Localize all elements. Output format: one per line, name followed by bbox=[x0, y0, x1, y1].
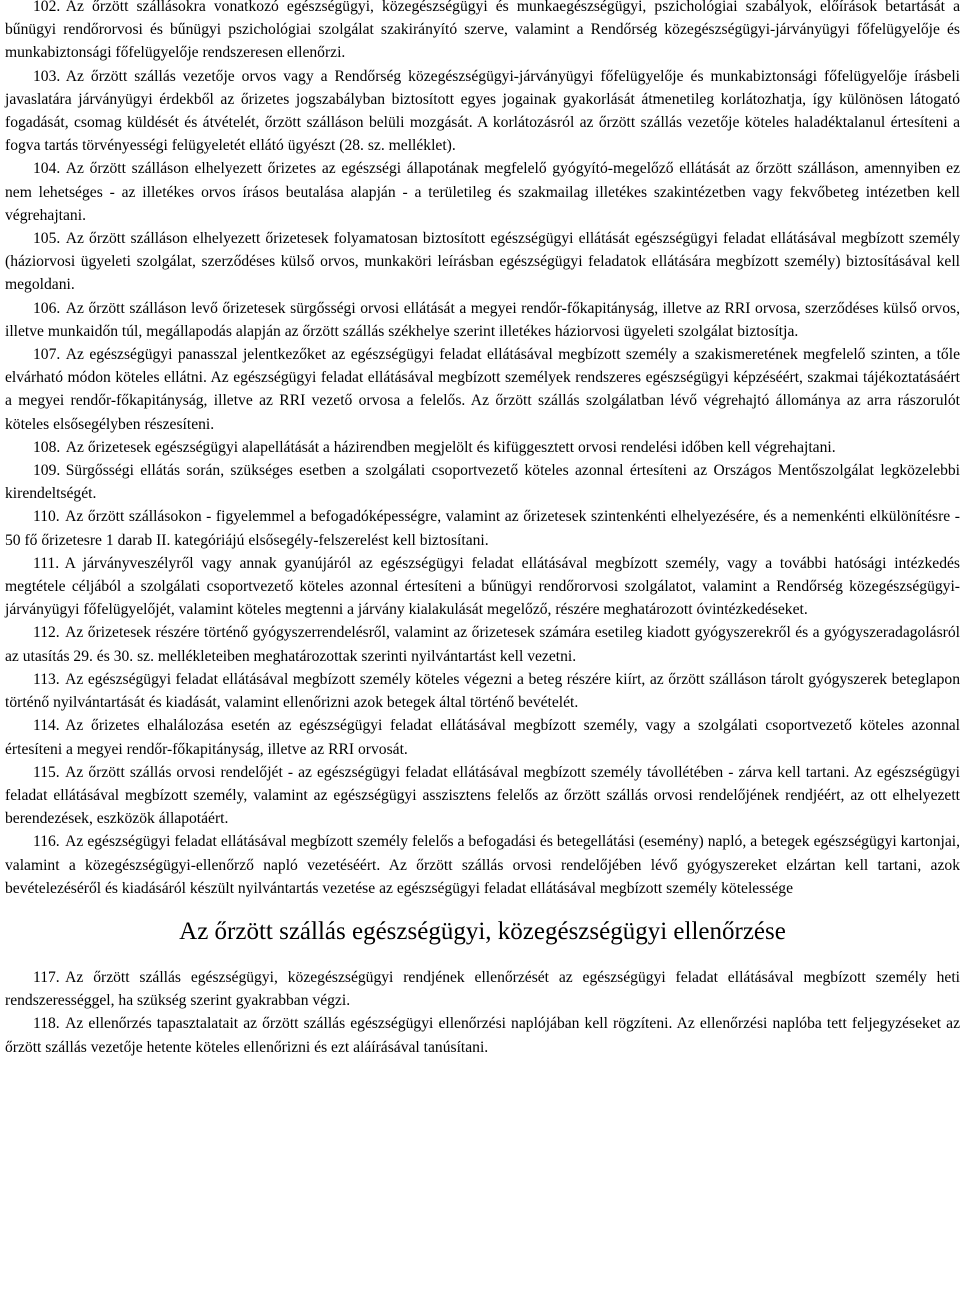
paragraph-111 bbox=[5, 552, 960, 622]
paragraph-number: 116. bbox=[33, 833, 60, 851]
paragraph-text: Az egészségügyi panasszal jelentkezőket az egészségügyi feladat ellátásával megbízott személy a szakismeretének megfelelő szinten, a tőle elvárható módon köteles ellátni. Az egészségügyi feladat ellátásával megbízott személyek rendszeres egészségügyi képzéséért, szakmai tájékoztatásáért a megyei rendőr-főkapitányság, illetve az RRI vezető orvosa a felelős. Az őrzött szállás szolgálatban lévő végrehajtó állománya az arra rászorulót köteles elsősegélyben részesíteni. bbox=[5, 346, 960, 433]
paragraph-number: 115. bbox=[33, 763, 60, 781]
paragraph-number: 114. bbox=[33, 717, 60, 735]
paragraph-text: Sürgősségi ellátás során, szükséges esetben a szolgálati csoportvezető köteles azonnal értesíteni az Országos Mentőszolgálat legközelebbi kirendeltségét. bbox=[5, 462, 960, 503]
paragraph-108 bbox=[5, 436, 960, 459]
paragraph-text: Az őrzött szállás egészségügyi, közegészségügyi rendjének ellenőrzését az egészségügyi feladat ellátásával megbízott személy heti rendszerességgel, ha szükség szerint gyakrabban végzi. bbox=[5, 968, 960, 1010]
paragraph-text: Az őrzött szálláson levő őrizetesek sürgősségi orvosi ellátását a megyei rendőr-főkapitányság, illetve az RRI orvosa, szerződéses külső orvos, illetve munkaidőn túl, megállapodás alapján az őrzött szállás székhelye szerint illetékes háziorvosi ügyeleti szolgálat biztosítja. bbox=[5, 299, 960, 340]
paragraph-number: 111. bbox=[33, 554, 60, 572]
paragraph-113 bbox=[5, 668, 960, 714]
paragraph-text: Az őrizetesek egészségügyi alapellátását a házirendben megjelölt és kifüggesztett orvosi rendelési időben kell végrehajtani. bbox=[65, 438, 836, 456]
paragraph-text: Az őrzött szállás vezetője orvos vagy a Rendőrség közegészségügyi-járványügyi főfelügyelője és munkabiztonsági főfelügyelője írásbeli javaslatára járványügyi érdekből az őrizetes jogszabályban biztosított egyes jogainak gyakorlását átmenetileg korlátozhatja, így különösen látogató fogadását, csomag küldését és átvételét, őrzött szálláson belüli mozgását. A korlátozásról az őrzött szállás vezetője köteles haladéktalanul értesíteni a fogva tartás törvényességi felügyeletét ellátó ügyészt (28. sz. melléklet). bbox=[5, 67, 960, 155]
paragraph-110 bbox=[5, 505, 960, 551]
paragraph-text: Az őrzött szállásokon - figyelemmel a befogadóképességre, valamint az őrizetesek szintenkénti elhelyezésére, és a nemenkénti elkülönítésre - 50 fő őrizetesre 1 darab II. kategóriájú elsősegély-felszerelést kell biztosítani. bbox=[5, 508, 960, 549]
paragraph-text: Az egészségügyi feladat ellátásával megbízott személy köteles végezni a beteg részére kiírt, az őrzött szálláson tárolt gyógyszerek beteglapon történő nyilvántartását és kiadását, valamint ellenőrizni azok betegek által történő bevételét. bbox=[5, 670, 960, 712]
paragraph-number: 113. bbox=[33, 670, 60, 688]
paragraph-number: 106. bbox=[33, 299, 61, 317]
paragraph-number: 107. bbox=[33, 346, 61, 364]
paragraph-104 bbox=[5, 157, 960, 227]
paragraph-text: Az őrzött szállás orvosi rendelőjét - az egészségügyi feladat ellátásával megbízott személy távollétében - zárva kell tartani. Az egészségügyi feladat ellátásával megbízott személy, valamint az egészségügyi asszisztens felelős az őrzött szállás orvosi rendelőjének rendjéért, az ott elhelyezett berendezések, eszközök állapotáért. bbox=[5, 763, 960, 828]
paragraph-group-before bbox=[5, 0, 960, 900]
paragraph-115 bbox=[5, 761, 960, 831]
paragraph-116 bbox=[5, 830, 960, 900]
paragraph-number: 117. bbox=[33, 968, 60, 986]
paragraph-number: 118. bbox=[33, 1015, 60, 1033]
paragraph-number: 102. bbox=[33, 0, 61, 15]
paragraph-107 bbox=[5, 343, 960, 436]
paragraph-number: 105. bbox=[33, 230, 61, 248]
paragraph-number: 103. bbox=[33, 67, 61, 85]
paragraph-text: Az őrzött szállásokra vonatkozó egészségügyi, közegészségügyi és munkaegészségügyi, pszichológiai szabályok, előírások betartását a bűnügyi rendőrorvosi és bűnügyi pszichológiai szolgálat szakirányító szerve, valamint a Rendőrség közegészségügyi-járványügyi főfelügyelője és munkabiztonsági főfelügyelője rendszeresen ellenőrzi. bbox=[5, 0, 960, 62]
paragraph-text: Az őrzött szálláson elhelyezett őrizetes az egészségi állapotának megfelelő gyógyító-megelőző ellátását az őrzött szálláson, amennyiben ez nem lehetséges - az illetékes orvos írásos beutalása alapján - a területileg és szakmailag illetékes szakintézetben vagy fekvőbeteg intézetben kell végrehajtani. bbox=[5, 160, 960, 224]
paragraph-102 bbox=[5, 0, 960, 65]
paragraph-103 bbox=[5, 65, 960, 158]
document-page bbox=[5, 0, 960, 1059]
paragraph-number: 112. bbox=[33, 624, 60, 642]
paragraph-text: A járványveszélyről vagy annak gyanújáról az egészségügyi feladat ellátásával megbízott személy, vagy a további hatósági intézkedés megtétele céljából a szolgálati csoportvezető köteles azonnal értesíteni a bűnügyi rendőrorvosi szolgálatot, valamint a Rendőrség közegészségügyi-járványügyi főfelügyelőjét, valamint köteles megtenni a járvány kialakulását megelőző, részére meghatározott óvintézkedéseket. bbox=[5, 554, 960, 619]
paragraph-text: Az ellenőrzés tapasztalatait az őrzött szállás egészségügyi ellenőrzési naplójában kell rögzíteni. Az ellenőrzési naplóba tett feljegyzéseket az őrzött szállás vezetője hetente köteles ellenőrizni és ezt aláírásával tanúsítani. bbox=[5, 1015, 960, 1056]
section-heading: Az őrzött szállás egészségügyi, közegészségügyi ellenőrzése bbox=[179, 917, 786, 945]
paragraph-118 bbox=[5, 1012, 960, 1058]
paragraph-114 bbox=[5, 714, 960, 760]
paragraph-number: 109. bbox=[33, 462, 61, 480]
paragraph-109 bbox=[5, 459, 960, 505]
paragraph-106 bbox=[5, 297, 960, 343]
paragraph-text: Az őrizetesek részére történő gyógyszerrendelésről, valamint az őrizetesek számára esetileg kiadott gyógyszerekről és a gyógyszeradagolásról az utasítás 29. és 30. sz. mellékleteiben meghatározottak szerinti nyilvántartást kell vezetni. bbox=[5, 624, 960, 665]
paragraph-text: Az őrizetes elhalálozása esetén az egészségügyi feladat ellátásával megbízott személy, vagy a szolgálati csoportvezető köteles azonnal értesíteni a megyei rendőr-főkapitányság, illetve az RRI orvosát. bbox=[5, 717, 960, 758]
paragraph-number: 110. bbox=[33, 508, 60, 526]
paragraph-105 bbox=[5, 227, 960, 297]
paragraph-number: 108. bbox=[33, 438, 61, 456]
paragraph-group-after bbox=[5, 966, 960, 1059]
paragraph-text: Az egészségügyi feladat ellátásával megbízott személy felelős a befogadási és betegellátási (esemény) napló, a betegek egészségügyi kartonjai, valamint a közegészségügyi-ellenőrző napló vezetéséért. Az őrzött szállás orvosi rendelőjében lévő gyógyszereket elzártan kell tartani, azok bevételezéséről és kiadásáról készült nyilvántartás vezetése az egészségügyi feladat ellátásával megbízott személy kötelessége bbox=[5, 833, 960, 897]
paragraph-117 bbox=[5, 966, 960, 1012]
paragraph-112 bbox=[5, 621, 960, 667]
paragraph-number: 104. bbox=[33, 160, 61, 178]
paragraph-text: Az őrzött szálláson elhelyezett őrizetesek folyamatosan biztosított egészségügyi ellátását egészségügyi feladat ellátásával megbízott személy (háziorvosi ügyeleti szolgálat, szerződéses külső orvos, munkaköri leírásban egészségügyi feladatok ellátására megbízott személy) biztosításával kell megoldani. bbox=[5, 230, 960, 294]
